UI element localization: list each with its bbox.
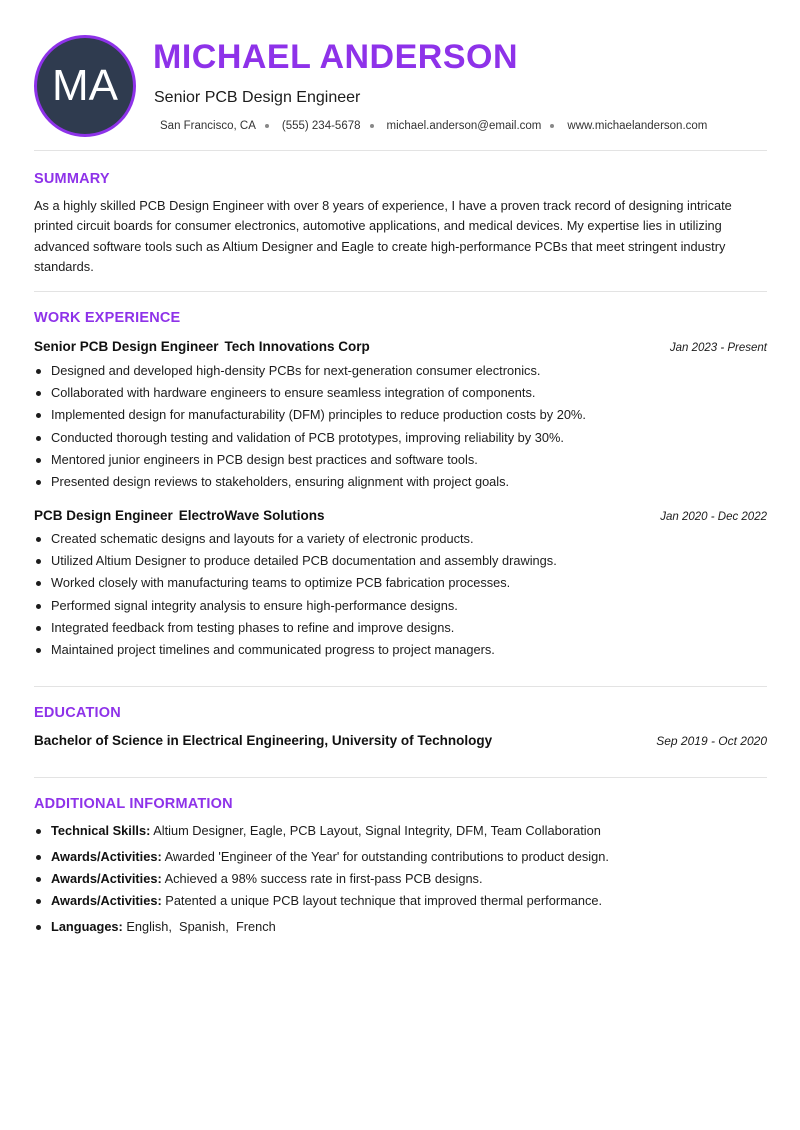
contact-phone: (555) 234-5678 [281,120,361,132]
info-value: English, Spanish, French [126,919,276,934]
education-date: Sep 2019 - Oct 2020 [656,734,767,748]
separator-dot-icon [370,124,374,128]
list-item: Mentored junior engineers in PCB design best practices and software tools. [34,451,767,473]
info-label: Awards/Activities: [51,849,162,864]
list-item [34,892,767,918]
section-title-education: EDUCATION [34,705,121,721]
job-bullet-list [34,530,767,663]
list-item: Maintained project timelines and communicated progress to project managers. [34,641,767,663]
job-title: Senior PCB Design Engineer [154,89,361,106]
info-label: Technical Skills: [51,823,151,838]
job-header [34,507,767,525]
list-item: Utilized Altium Designer to produce detailed PCB documentation and assembly drawings. [34,552,767,574]
divider [34,291,767,292]
education-row [34,733,767,748]
list-item [34,918,767,940]
section-title-experience: WORK EXPERIENCE [34,310,181,326]
divider [34,150,767,151]
list-item: Collaborated with hardware engineers to ensure seamless integration of components. [34,384,767,406]
separator-dot-icon [265,124,269,128]
job-company: Tech Innovations Corp [224,339,370,354]
job-role: PCB Design Engineer [34,508,173,523]
list-item: Designed and developed high-density PCBs for next-generation consumer electronics. [34,362,767,384]
list-item: Created schematic designs and layouts for a variety of electronic products. [34,530,767,552]
list-item: Performed signal integrity analysis to ensure high-performance designs. [34,597,767,619]
info-label: Awards/Activities: [51,893,162,908]
list-item: Conducted thorough testing and validation of PCB prototypes, improving reliability by 30%. [34,429,767,451]
info-value: Awarded 'Engineer of the Year' for outstanding contributions to product design. [164,849,609,864]
job-role-company [34,507,325,525]
list-item: Integrated feedback from testing phases to refine and improve designs. [34,619,767,641]
list-item: Implemented design for manufacturability (DFM) principles to reduce production costs by 20%. [34,406,767,428]
divider [34,686,767,687]
info-value: Achieved a 98% success rate in first-pass PCB designs. [164,871,483,886]
list-item [34,822,767,848]
job-header [34,338,767,356]
job-role: Senior PCB Design Engineer [34,339,219,354]
contact-location: San Francisco, CA [160,120,256,132]
list-item: Worked closely with manufacturing teams to optimize PCB fabrication processes. [34,574,767,596]
section-title-summary: SUMMARY [34,171,110,187]
info-label: Languages: [51,919,123,934]
section-title-additional: ADDITIONAL INFORMATION [34,796,233,812]
job-bullet-list [34,362,767,495]
divider [34,777,767,778]
contact-bar [160,120,707,132]
list-item [34,848,767,870]
list-item: Presented design reviews to stakeholders, ensuring alignment with project goals. [34,473,767,495]
avatar-initials: MA [52,61,118,110]
summary-text: As a highly skilled PCB Design Engineer with over 8 years of experience, I have a proven track record of designing intricate printed circuit boards for consumer electronics, automotive applications, and medical devices. My expertise lies in utilizing advanced software tools such as Altium Designer and Eagle to create high-performance PCBs that meet stringent industry standards. [34,198,732,274]
info-value: Altium Designer, Eagle, PCB Layout, Signal Integrity, DFM, Team Collaboration [153,823,601,838]
info-value: Patented a unique PCB layout technique that improved thermal performance. [165,893,603,908]
education-degree: Bachelor of Science in Electrical Engineering, University of Technology [34,733,493,748]
job-role-company [34,338,370,356]
job-date: Jan 2023 - Present [669,342,767,354]
list-item [34,870,767,892]
contact-email[interactable]: michael.anderson@email.com [386,120,542,132]
avatar [34,35,136,137]
contact-website[interactable]: www.michaelanderson.com [567,120,708,132]
additional-info-list [34,822,767,940]
job-date: Jan 2020 - Dec 2022 [660,511,767,523]
separator-dot-icon [550,124,554,128]
job-company: ElectroWave Solutions [178,508,325,523]
info-label: Awards/Activities: [51,871,162,886]
candidate-name: MICHAEL ANDERSON [153,38,519,76]
